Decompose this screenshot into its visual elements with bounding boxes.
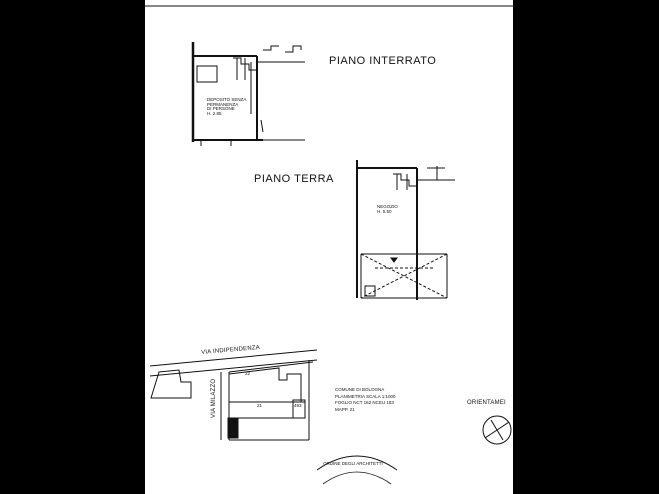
subject-parcel-highlight (228, 418, 238, 438)
parcel-label: 493 (294, 403, 302, 408)
cadastral-line: PLANIMETRIA SCALA 1:1000 (335, 393, 396, 399)
stamp-text: ORDINE DEGLI ARCHITETTI (323, 461, 383, 466)
ground-floor-room-notes (377, 205, 398, 214)
floor-plan-sheet (145, 0, 513, 494)
parcel-label: 22 (245, 371, 251, 376)
cadastral-info (335, 388, 396, 412)
basement-plan (193, 42, 305, 146)
orientation-label: ORIENTAMEI (467, 400, 506, 406)
ground-floor-plan (357, 160, 455, 300)
street-label-top: VIA INDIPENDENZA (201, 344, 261, 356)
basement-room-line: DI PERSONE (207, 106, 235, 111)
basement-room-line: H. 2.85 (207, 110, 222, 116)
ground-room-line: H. 5.50 (377, 208, 392, 214)
parcel-label: 21 (257, 403, 263, 408)
cadastral-line: MAPP. 21 (335, 406, 355, 412)
ground-room-line: NEGOZIO (377, 204, 398, 209)
site-plan (150, 350, 317, 440)
north-compass (483, 416, 511, 444)
cadastral-line: FOGLIO NCT 162 NCEU 183 (335, 400, 394, 405)
basement-room-line: DEPOSITO SENZA (207, 97, 247, 102)
basement-room-notes (207, 98, 246, 116)
basement-title: PIANO INTERRATO (329, 55, 437, 67)
ground-floor-title: PIANO TERRA (254, 173, 334, 185)
floor-plan-drawing (145, 0, 513, 494)
basement-room-line: PERMANENZA (207, 101, 239, 107)
cadastral-line: COMUNE DI BOLOGNA (335, 387, 385, 392)
street-label-side: VIA MILAZZO (211, 378, 217, 418)
